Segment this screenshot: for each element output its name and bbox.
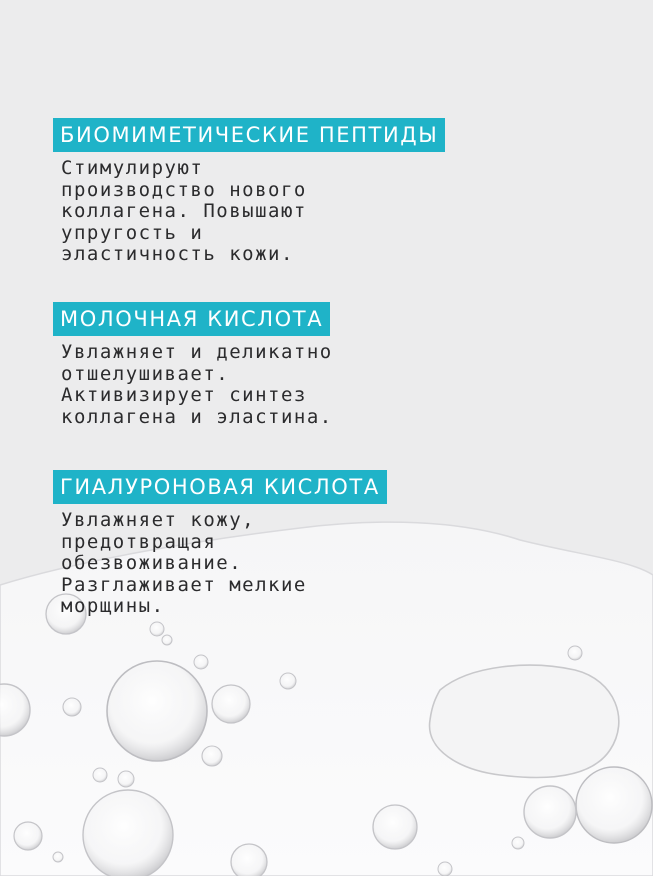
- section-biomimetic-peptides: [53, 118, 445, 266]
- description-line: коллагена и эластина.: [61, 405, 333, 428]
- description-line: морщины.: [61, 595, 165, 617]
- section-lactic-acid: [53, 302, 333, 428]
- section-description: [61, 342, 333, 428]
- bubble: [438, 862, 452, 876]
- bubble: [63, 698, 81, 716]
- description-line: предотвращая: [61, 530, 217, 553]
- bubble: [280, 673, 296, 689]
- section-heading: МОЛОЧНАЯ КИСЛОТА: [53, 302, 330, 336]
- section-heading: ГИАЛУРОНОВАЯ КИСЛОТА: [53, 470, 387, 504]
- description-line: производство нового: [61, 178, 307, 201]
- description-line: Активизирует синтез: [61, 384, 307, 406]
- description-line: эластичность кожи.: [61, 243, 294, 265]
- bubble: [524, 786, 576, 838]
- description-line: упругость и: [61, 221, 204, 244]
- bubble: [162, 635, 172, 645]
- bubble: [194, 655, 208, 669]
- bubble: [512, 837, 524, 849]
- description-line: Разглаживает мелкие: [61, 573, 307, 596]
- description-line: коллагена. Повышают: [61, 200, 307, 222]
- gel-blob: [430, 665, 619, 777]
- bubble: [93, 768, 107, 782]
- description-line: Увлажняет и деликатно: [61, 341, 333, 363]
- bubble: [150, 622, 164, 636]
- description-line: Стимулируют: [61, 157, 204, 179]
- bubble: [202, 746, 222, 766]
- section-description: [61, 158, 445, 266]
- bubble: [118, 771, 134, 787]
- section-heading: БИОМИМЕТИЧЕСКИЕ ПЕПТИДЫ: [53, 118, 445, 152]
- bubble: [14, 822, 42, 850]
- description-line: отшелушивает.: [61, 362, 230, 385]
- bubble: [576, 767, 652, 843]
- bubble: [373, 805, 417, 849]
- bubble: [53, 852, 63, 862]
- section-hyaluronic-acid: [53, 470, 387, 618]
- section-description: [61, 510, 387, 618]
- bubble: [212, 685, 250, 723]
- bubble: [83, 790, 173, 876]
- description-line: обезвоживание.: [61, 552, 243, 574]
- bubble: [568, 646, 582, 660]
- bubble: [231, 844, 267, 876]
- description-line: Увлажняет кожу,: [61, 509, 256, 531]
- bubble: [107, 661, 207, 761]
